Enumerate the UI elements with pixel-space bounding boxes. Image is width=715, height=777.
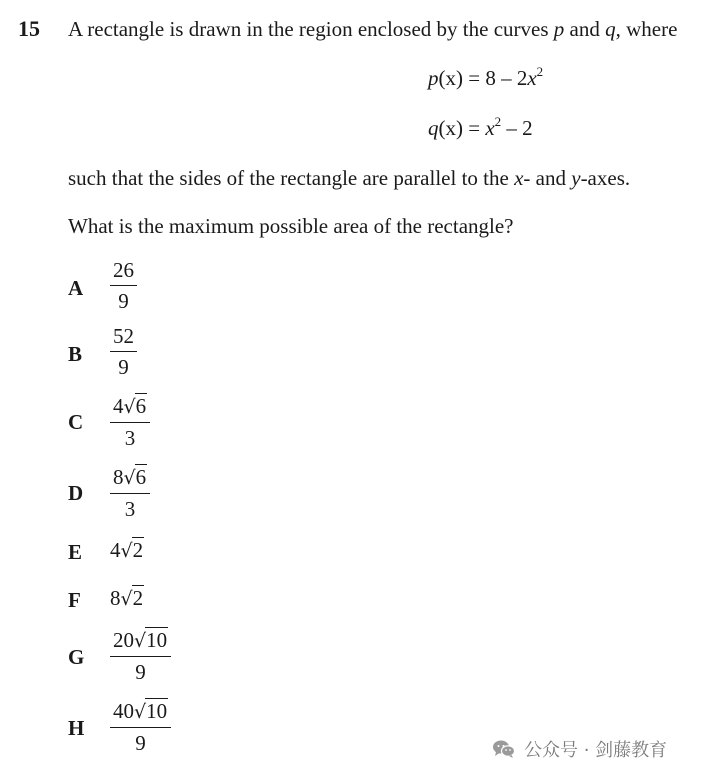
option-e-letter[interactable]: E	[68, 540, 83, 564]
equation-p: $p(x) = 8 - 2x^2$	[428, 64, 544, 90]
option-a-value[interactable]: $\frac{26}{9}$	[110, 258, 137, 313]
option-b-letter[interactable]: B	[68, 342, 83, 366]
option-d-letter[interactable]: D	[68, 481, 84, 505]
condition-text: such that the sides of the rectangle are parallel to the x- and y-axes.	[68, 166, 631, 190]
sqrt-symbol: √2	[120, 538, 144, 562]
watermark	[492, 736, 667, 762]
option-f-value[interactable]: 8√2	[110, 586, 144, 610]
question-prompt: What is the maximum possible area of the rectangle?	[68, 214, 514, 238]
option-d-value[interactable]: $\frac{8√6}{3}$	[110, 465, 150, 521]
option-c-value[interactable]: $\frac{4√6}{3}$	[110, 394, 150, 450]
option-e-value[interactable]: 4√2	[110, 538, 144, 562]
option-c-letter[interactable]: C	[68, 410, 84, 434]
option-h-letter[interactable]: H	[68, 716, 85, 740]
sqrt-symbol: √6	[123, 394, 147, 418]
sqrt-symbol: √2	[120, 586, 144, 610]
sqrt-symbol: √10	[134, 628, 168, 652]
option-g-letter[interactable]: G	[68, 645, 85, 669]
sqrt-symbol: √6	[123, 465, 147, 489]
watermark-text: 公众号 · 剑藤教育	[524, 740, 668, 761]
option-h-value[interactable]: $\frac{40√10}{9}$	[110, 699, 171, 755]
option-b-value[interactable]: $\frac{52}{9}$	[110, 324, 137, 379]
option-f-letter[interactable]: F	[68, 588, 81, 612]
equation-q: $q(x) = x^2 - 2$	[428, 114, 533, 140]
question-stem: A rectangle is drawn in the region enclosed by the curves p and q, where	[68, 17, 678, 41]
question-number: 15	[18, 16, 40, 41]
wechat-icon	[492, 739, 516, 759]
option-g-value[interactable]: $\frac{20√10}{9}$	[110, 628, 171, 684]
sqrt-symbol: √10	[134, 699, 168, 723]
option-a-letter[interactable]: A	[68, 276, 84, 300]
